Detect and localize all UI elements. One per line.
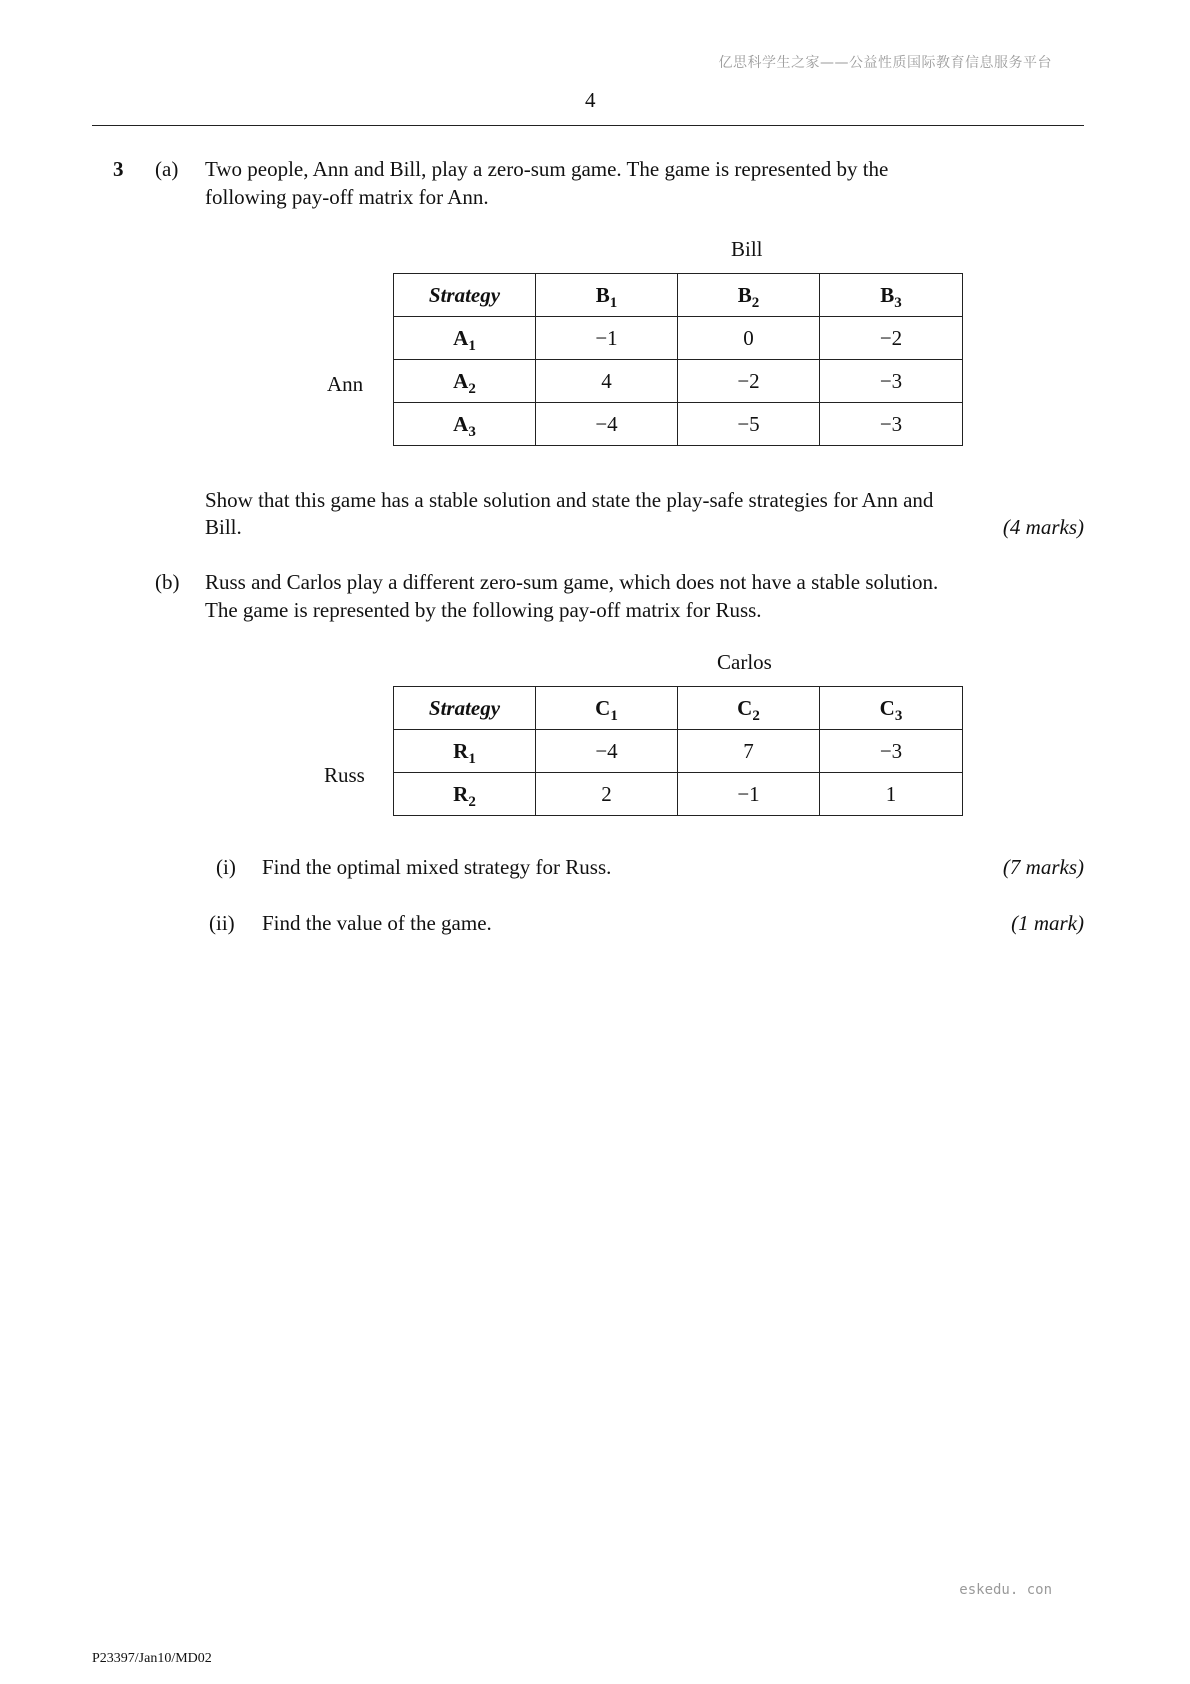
part-a-column-player: Bill — [731, 237, 763, 261]
row-header: $A_3$ — [394, 403, 536, 446]
part-a-task-line1: Show that this game has a stable solution and state the play-safe strategies for Ann and — [205, 488, 934, 512]
table-cell: −3 — [820, 403, 963, 446]
part-b-intro-line1: Russ and Carlos play a different zero-sum game, which does not have a stable solution. — [205, 570, 939, 594]
part-b-intro-line2: The game is represented by the following pay-off matrix for Russ. — [205, 598, 762, 622]
part-a-intro-line2: following pay-off matrix for Ann. — [205, 185, 489, 209]
column-header: $C_1$ — [536, 687, 678, 730]
strategy-header: Strategy — [394, 274, 536, 317]
part-b-column-player: Carlos — [717, 650, 772, 674]
table-cell: −4 — [536, 730, 678, 773]
payoff-table-russ — [393, 686, 963, 816]
table-cell: 2 — [536, 773, 678, 816]
footer-code: P23397/Jan10/MD02 — [92, 1651, 212, 1666]
column-header: $B_2$ — [678, 274, 820, 317]
column-header: $B_1$ — [536, 274, 678, 317]
table-header-row — [394, 687, 963, 730]
table-row — [394, 730, 963, 773]
table-row — [394, 773, 963, 816]
table-cell: −4 — [536, 403, 678, 446]
header-rule — [92, 125, 1084, 126]
column-header: $C_2$ — [678, 687, 820, 730]
subpart-ii-label: (ii) — [209, 911, 235, 935]
subpart-i-marks: (7 marks) — [1002, 855, 1084, 879]
table-cell: 7 — [678, 730, 820, 773]
footer-watermark: eskedu. con — [959, 1582, 1052, 1598]
subpart-i-label: (i) — [216, 855, 236, 879]
header-watermark: 亿思科学生之家——公益性质国际教育信息服务平台 — [718, 55, 1052, 71]
table-row — [394, 360, 963, 403]
table-row — [394, 317, 963, 360]
payoff-table-ann — [393, 273, 963, 446]
row-header: $A_1$ — [394, 317, 536, 360]
table-cell: −2 — [678, 360, 820, 403]
table-cell: −5 — [678, 403, 820, 446]
table-header-row — [394, 274, 963, 317]
row-header: $R_2$ — [394, 773, 536, 816]
table-cell: −3 — [820, 730, 963, 773]
part-b-label: (b) — [155, 570, 180, 594]
subpart-ii-text: Find the value of the game. — [262, 911, 492, 935]
table-cell: −1 — [536, 317, 678, 360]
part-a-row-player: Ann — [327, 372, 364, 396]
row-header: $A_2$ — [394, 360, 536, 403]
strategy-header: Strategy — [394, 687, 536, 730]
part-a-marks: (4 marks) — [1002, 515, 1084, 539]
table-cell: −3 — [820, 360, 963, 403]
row-header: $R_1$ — [394, 730, 536, 773]
part-a-intro-line1: Two people, Ann and Bill, play a zero-sum game. The game is represented by the — [205, 157, 889, 181]
subpart-i-text: Find the optimal mixed strategy for Russ. — [262, 855, 612, 879]
column-header: $C_3$ — [820, 687, 963, 730]
page-number: 4 — [585, 88, 596, 112]
table-cell: −2 — [820, 317, 963, 360]
table-cell: 1 — [820, 773, 963, 816]
part-a-label: (a) — [155, 157, 179, 181]
subpart-ii-marks: (1 mark) — [1011, 911, 1084, 935]
column-header: $B_3$ — [820, 274, 963, 317]
table-cell: 4 — [536, 360, 678, 403]
table-cell: 0 — [678, 317, 820, 360]
part-a-task-line2: Bill. — [205, 515, 242, 539]
part-b-row-player: Russ — [324, 763, 365, 787]
question-number: 3 — [113, 157, 124, 181]
table-row — [394, 403, 963, 446]
table-cell: −1 — [678, 773, 820, 816]
